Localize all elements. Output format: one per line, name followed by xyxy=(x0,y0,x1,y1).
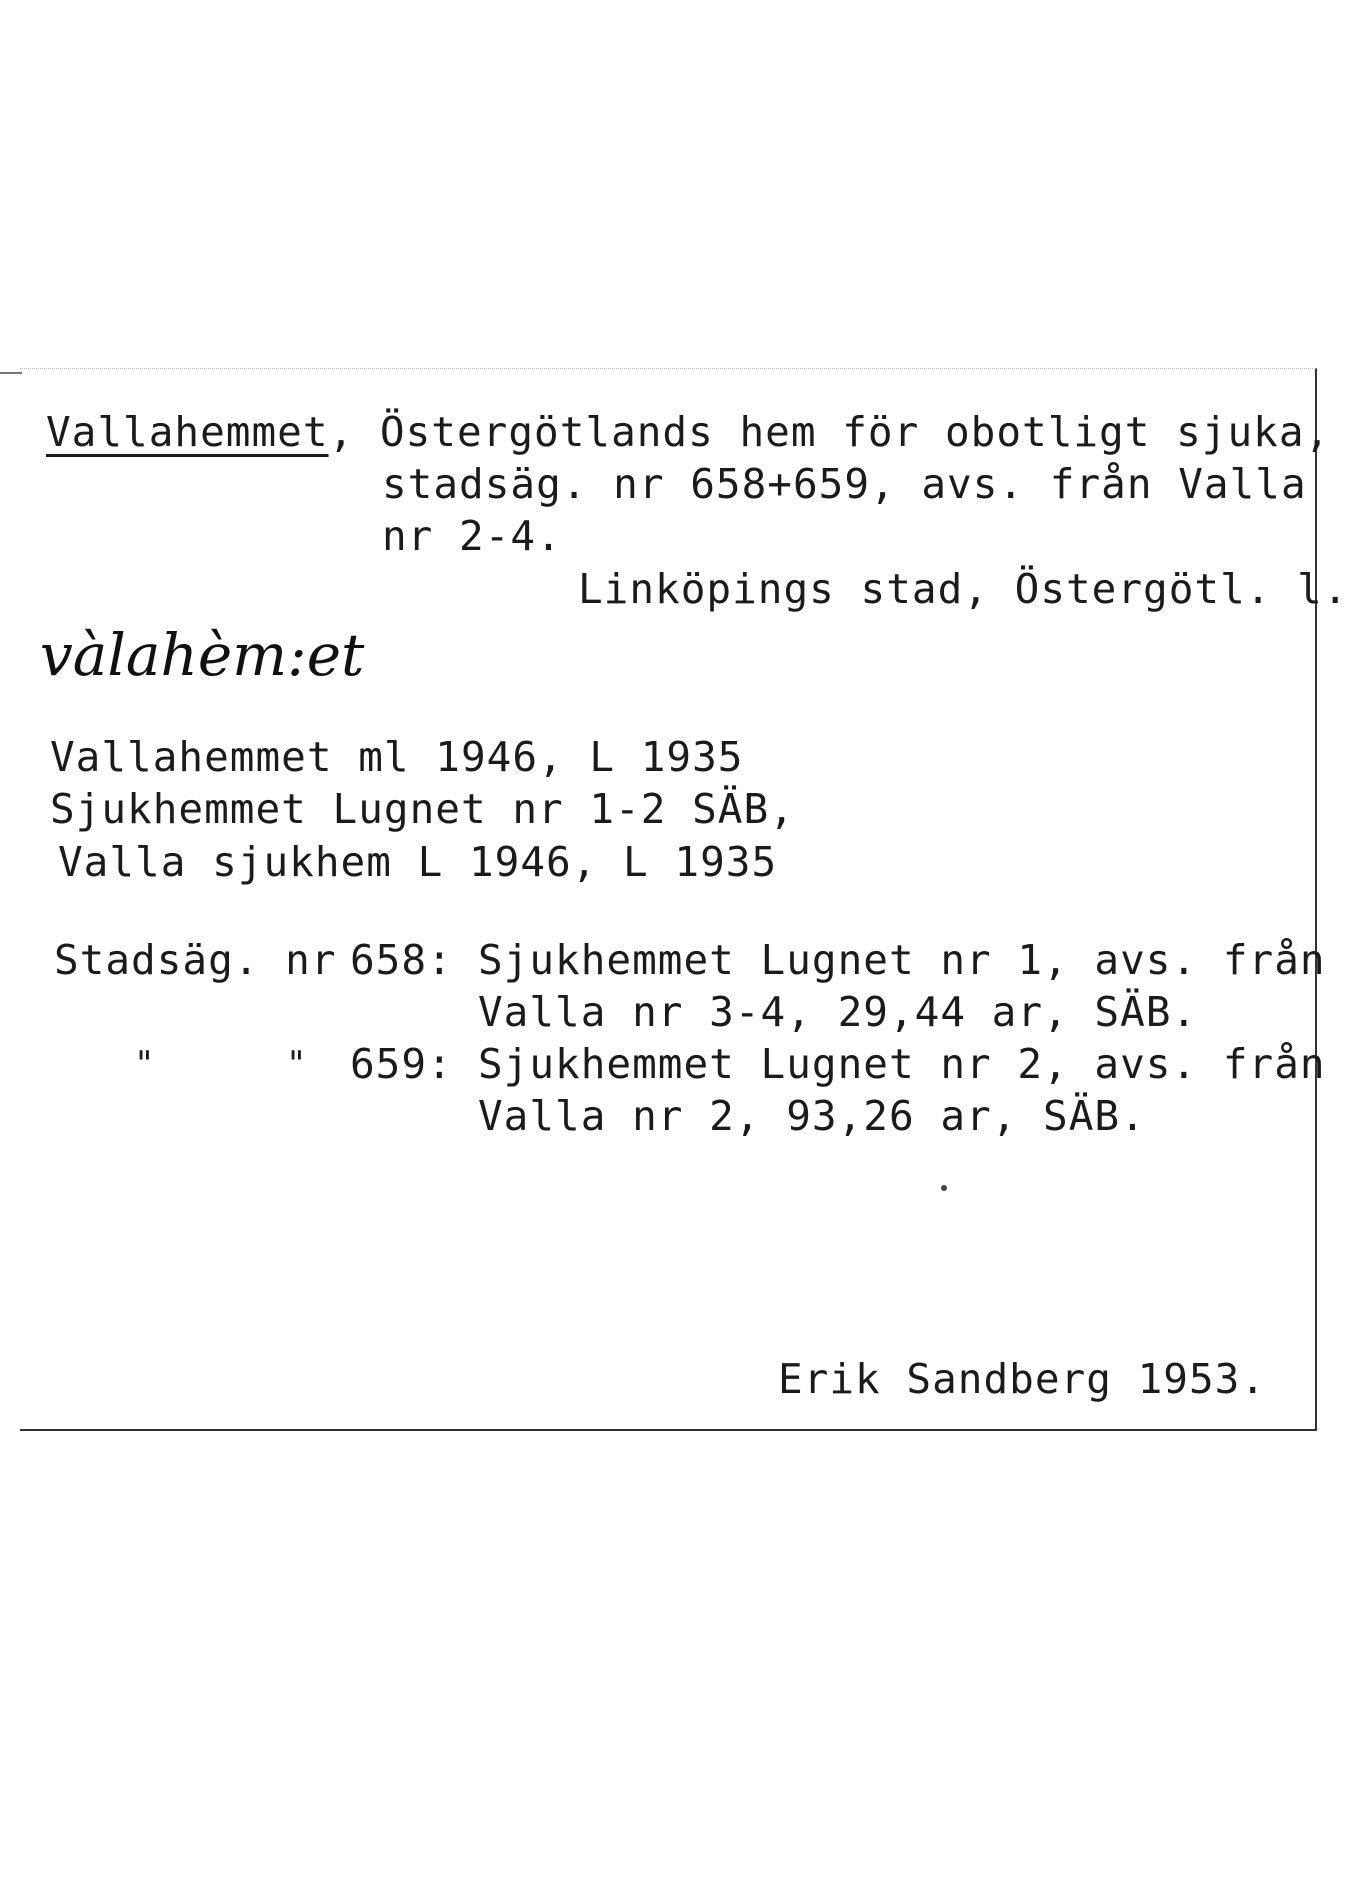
name-line-3: Valla sjukhem L 1946, L 1935 xyxy=(58,838,778,886)
header-line-2: stadsäg. nr 658+659, avs. från Valla xyxy=(382,460,1307,508)
location-line: Linköpings stad, Östergötl. l. xyxy=(578,565,1349,613)
headword: Vallahemmet xyxy=(46,408,329,456)
signature: Erik Sandberg 1953. xyxy=(778,1355,1266,1403)
card-frame xyxy=(20,368,1317,1431)
name-line-2: Sjukhemmet Lugnet nr 1-2 SÄB, xyxy=(50,785,795,833)
card-edge-mark xyxy=(0,372,22,374)
property-number-659: 659: xyxy=(350,1040,453,1088)
property-number-658: 658: xyxy=(350,936,453,984)
headword-comma: , xyxy=(328,408,355,456)
header-line-1 xyxy=(46,408,1330,456)
property-label: Stadsäg. nr xyxy=(54,936,337,984)
property-658-line-1: Sjukhemmet Lugnet nr 1, avs. från xyxy=(478,936,1326,984)
name-line-1: Vallahemmet ml 1946, L 1935 xyxy=(50,733,744,781)
ditto-mark-nr: " xyxy=(286,1044,307,1084)
header-description: Östergötlands hem för obotligt sjuka, xyxy=(379,408,1331,456)
ditto-mark-label: " xyxy=(134,1044,155,1084)
header-line-3: nr 2-4. xyxy=(382,512,562,560)
handwritten-pronunciation: vàlahèm:et xyxy=(40,621,365,689)
property-659-line-1: Sjukhemmet Lugnet nr 2, avs. från xyxy=(478,1040,1326,1088)
ink-speck xyxy=(941,1185,947,1191)
property-659-line-2: Valla nr 2, 93,26 ar, SÄB. xyxy=(478,1092,1146,1140)
property-658-line-2: Valla nr 3-4, 29,44 ar, SÄB. xyxy=(478,988,1198,1036)
